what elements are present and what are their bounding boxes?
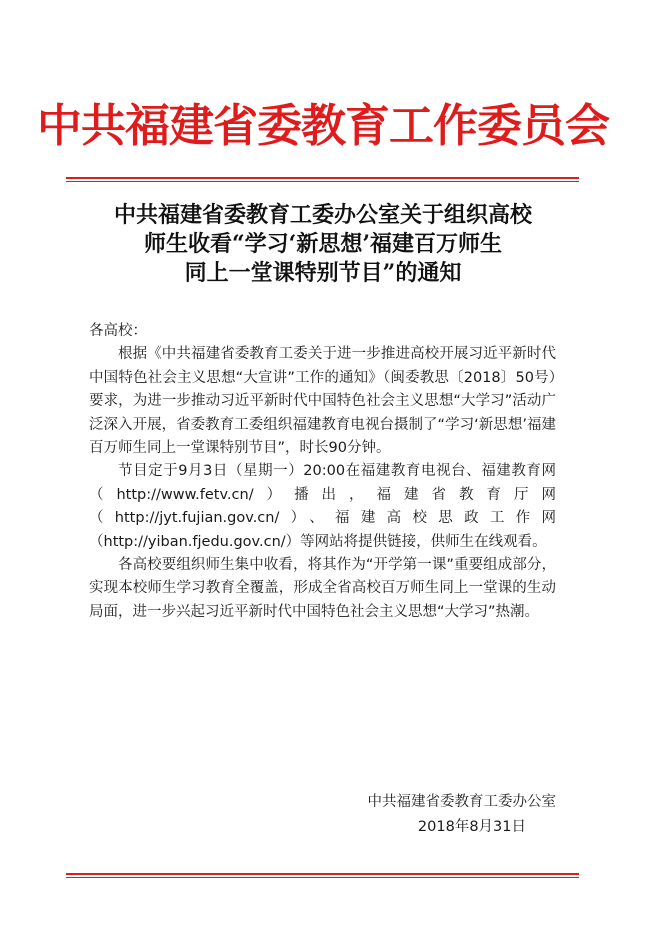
document-title xyxy=(60,201,586,288)
signature-date: 2018年8月31日 xyxy=(417,819,526,835)
paragraph-3: 各高校要组织师生集中收看，将其作为“开学第一课”重要组成部分，实现本校师生学习教育全覆盖，形成全省高校百万师生同上一堂课的生动局面，进一步兴起习近平新时代中国特色社会主义思想“大学习”热潮。 xyxy=(89,557,556,620)
title-line-2: 师生收看“学习‘新思想’福建百万师生 xyxy=(144,231,502,257)
document-body xyxy=(89,320,556,624)
organization-header: 中共福建省委教育工作委员会 xyxy=(36,99,609,152)
paragraph-2: 节目定于9月3日（星期一）20:00在福建教育电视台、福建教育网（http://www.fetv.cn/）播出，福建省教育厅网（http://jyt.fujian.gov.cn/）、福建高校思政工作网（http://yiban.fjedu.gov.cn/）等网站将提供链接，供师生在线观看。 xyxy=(89,463,556,550)
signature-organization: 中共福建省委教育工委办公室 xyxy=(367,794,556,810)
title-line-3: 同上一堂课特别节目”的通知 xyxy=(184,260,462,286)
footer-rule-thick xyxy=(66,873,579,875)
header-rule-thin xyxy=(66,181,579,182)
header-rule-thick xyxy=(66,177,579,179)
footer-rule-thin xyxy=(66,877,579,878)
paragraph-1: 根据《中共福建省委教育工委关于进一步推进高校开展习近平新时代中国特色社会主义思想“大宣讲”工作的通知》（闽委教思〔2018〕50号）要求，为进一步推动习近平新时代中国特色社会主义思想“大学习”活动广泛深入开展，省委教育工委组织福建教育电视台摄制了“学习‘新思想’福建百万师生同上一堂课特别节目”，时长90分钟。 xyxy=(89,346,556,457)
title-line-1: 中共福建省委教育工委办公室关于组织高校 xyxy=(113,202,532,228)
signature-block xyxy=(89,790,556,840)
salutation: 各高校： xyxy=(89,323,147,339)
